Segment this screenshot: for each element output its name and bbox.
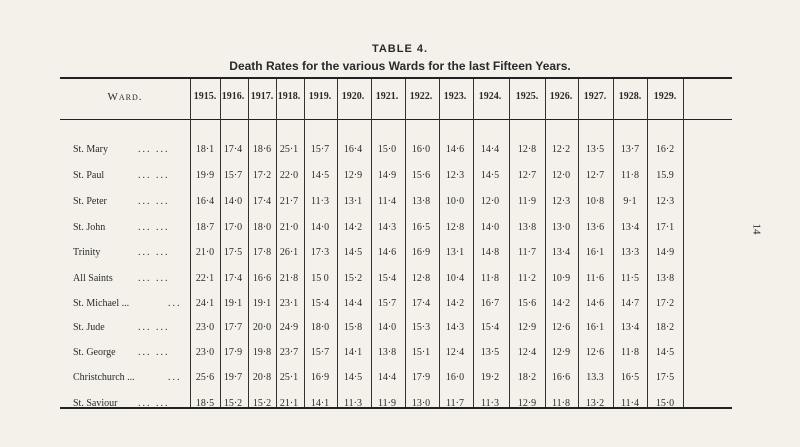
rate-cell: 14·5 xyxy=(343,372,363,383)
table-row xyxy=(0,196,800,220)
page-number: 14 xyxy=(750,223,763,235)
rate-cell: 11·8 xyxy=(621,347,639,358)
rate-cell: 12·4 xyxy=(517,347,537,358)
rate-cell: 16·6 xyxy=(252,273,272,284)
table-row xyxy=(0,144,800,168)
year-column-header: 1917. xyxy=(250,91,274,102)
rate-cell: 11·9 xyxy=(378,398,396,409)
table-row xyxy=(0,322,800,346)
rate-cell: 15·6 xyxy=(411,170,431,181)
rate-cell: 13·8 xyxy=(377,347,397,358)
rate-cell: 17·4 xyxy=(223,144,243,155)
rate-cell: 12·2 xyxy=(551,144,571,155)
rate-cell: 19·1 xyxy=(223,298,243,309)
leader-dots: ... xyxy=(168,372,182,383)
ward-name: Trinity xyxy=(73,247,101,258)
rate-cell: 18·2 xyxy=(655,322,675,333)
rate-cell: 12·9 xyxy=(551,347,571,358)
table-row xyxy=(0,347,800,371)
rate-cell: 16·1 xyxy=(585,247,605,258)
year-column-header: 1926. xyxy=(549,91,573,102)
year-column-header: 1919. xyxy=(308,91,332,102)
rate-cell: 13·6 xyxy=(585,222,605,233)
rate-cell: 14·4 xyxy=(343,298,363,309)
rate-cell: 15·3 xyxy=(411,322,431,333)
rate-cell: 11·3 xyxy=(481,398,499,409)
year-column-header: 1918. xyxy=(277,91,301,102)
rate-cell: 14·6 xyxy=(585,298,605,309)
rate-cell: 10·0 xyxy=(445,196,465,207)
ward-name: St. Saviour xyxy=(73,398,118,409)
rate-cell: 11·2 xyxy=(518,273,536,284)
rate-cell: 14·2 xyxy=(551,298,571,309)
table-label: TABLE 4. xyxy=(371,43,429,55)
rule-top xyxy=(60,77,732,79)
year-column-header: 1929. xyxy=(653,91,677,102)
rate-cell: 10·4 xyxy=(445,273,465,284)
rate-cell: 12·3 xyxy=(445,170,465,181)
rate-cell: 14·1 xyxy=(310,398,330,409)
rate-cell: 12·0 xyxy=(480,196,500,207)
rate-cell: 20·8 xyxy=(252,372,272,383)
rate-cell: 10·8 xyxy=(585,196,605,207)
leader-dots: ... ... xyxy=(138,247,170,258)
rate-cell: 19·1 xyxy=(252,298,272,309)
rate-cell: 18·7 xyxy=(195,222,215,233)
rule-header xyxy=(60,119,732,120)
rate-cell: 17·9 xyxy=(411,372,431,383)
rate-cell: 15·0 xyxy=(655,398,675,409)
rate-cell: 13·8 xyxy=(411,196,431,207)
rate-cell: 12·8 xyxy=(445,222,465,233)
rate-cell: 14·5 xyxy=(480,170,500,181)
rate-cell: 23·0 xyxy=(195,322,215,333)
rate-cell: 15·2 xyxy=(343,273,363,284)
leader-dots: ... ... xyxy=(138,273,170,284)
rate-cell: 12·7 xyxy=(517,170,537,181)
ward-name: St. John xyxy=(73,222,106,233)
rate-cell: 14·7 xyxy=(620,298,640,309)
rate-cell: 16·0 xyxy=(445,372,465,383)
rate-cell: 17·9 xyxy=(223,347,243,358)
rate-cell: 13·4 xyxy=(551,247,571,258)
rate-cell: 19·2 xyxy=(480,372,500,383)
rate-cell: 11·5 xyxy=(621,273,639,284)
rate-cell: 17·5 xyxy=(223,247,243,258)
table-row xyxy=(0,170,800,194)
rate-cell: 14·5 xyxy=(310,170,330,181)
rate-cell: 18·2 xyxy=(517,372,537,383)
rate-cell: 16·6 xyxy=(551,372,571,383)
year-column-header: 1923. xyxy=(443,91,467,102)
year-column-header: 1928. xyxy=(618,91,642,102)
rate-cell: 19·8 xyxy=(252,347,272,358)
rate-cell: 17·4 xyxy=(252,196,272,207)
rate-cell: 17·3 xyxy=(310,247,330,258)
rate-cell: 21·7 xyxy=(279,196,299,207)
rate-cell: 14·2 xyxy=(343,222,363,233)
ward-name: St. George xyxy=(73,347,116,358)
rate-cell: 15.9 xyxy=(656,170,674,181)
rate-cell: 14·9 xyxy=(377,170,397,181)
rate-cell: 17·2 xyxy=(655,298,675,309)
rate-cell: 12·4 xyxy=(445,347,465,358)
rate-cell: 18·0 xyxy=(310,322,330,333)
rate-cell: 14·6 xyxy=(377,247,397,258)
rate-cell: 15·1 xyxy=(411,347,431,358)
rate-cell: 15·7 xyxy=(377,298,397,309)
rate-cell: 23·1 xyxy=(279,298,299,309)
rate-cell: 14·3 xyxy=(445,322,465,333)
rate-cell: 13·1 xyxy=(343,196,363,207)
rate-cell: 13·5 xyxy=(585,144,605,155)
rate-cell: 21·8 xyxy=(279,273,299,284)
rate-cell: 15·4 xyxy=(480,322,500,333)
rate-cell: 19·9 xyxy=(195,170,215,181)
rate-cell: 11·8 xyxy=(552,398,570,409)
rate-cell: 13·2 xyxy=(585,398,605,409)
rate-cell: 13·5 xyxy=(480,347,500,358)
rate-cell: 11·6 xyxy=(586,273,604,284)
rate-cell: 15·0 xyxy=(377,144,397,155)
rate-cell: 20·0 xyxy=(252,322,272,333)
rate-cell: 16·4 xyxy=(343,144,363,155)
year-column-header: 1927. xyxy=(583,91,607,102)
year-column-header: 1924. xyxy=(478,91,502,102)
rate-cell: 25·6 xyxy=(195,372,215,383)
rate-cell: 13·7 xyxy=(620,144,640,155)
rate-cell: 13·3 xyxy=(620,247,640,258)
leader-dots: ... ... xyxy=(138,322,170,333)
year-column-header: 1921. xyxy=(375,91,399,102)
rate-cell: 14·0 xyxy=(480,222,500,233)
rate-cell: 12·8 xyxy=(411,273,431,284)
rate-cell: 16·9 xyxy=(411,247,431,258)
rate-cell: 17·5 xyxy=(655,372,675,383)
rate-cell: 13·4 xyxy=(620,222,640,233)
rate-cell: 14·5 xyxy=(655,347,675,358)
leader-dots: ... ... xyxy=(138,196,170,207)
table-row xyxy=(0,273,800,297)
ward-column-header: Ward. xyxy=(107,91,143,103)
rate-cell: 12·6 xyxy=(551,322,571,333)
rate-cell: 13·8 xyxy=(517,222,537,233)
year-column-header: 1922. xyxy=(409,91,433,102)
rate-cell: 11·7 xyxy=(518,247,536,258)
rate-cell: 10·9 xyxy=(551,273,571,284)
rate-cell: 21·0 xyxy=(279,222,299,233)
ward-name: Christchurch ... xyxy=(73,372,135,383)
rate-cell: 17·4 xyxy=(411,298,431,309)
rate-cell: 21·1 xyxy=(279,398,299,409)
rate-cell: 23·7 xyxy=(279,347,299,358)
rate-cell: 12·6 xyxy=(585,347,605,358)
rate-cell: 16·1 xyxy=(585,322,605,333)
rate-cell: 17·2 xyxy=(252,170,272,181)
rate-cell: 24·9 xyxy=(279,322,299,333)
rate-cell: 11·3 xyxy=(344,398,362,409)
rate-cell: 17·1 xyxy=(655,222,675,233)
year-column-header: 1915. xyxy=(193,91,217,102)
rate-cell: 13·0 xyxy=(411,398,431,409)
rate-cell: 12·9 xyxy=(517,322,537,333)
rate-cell: 11·4 xyxy=(621,398,639,409)
year-column-header: 1920. xyxy=(341,91,365,102)
ward-name: All Saints xyxy=(73,273,113,284)
rate-cell: 12·0 xyxy=(551,170,571,181)
rate-cell: 25·1 xyxy=(279,372,299,383)
rate-cell: 13·8 xyxy=(655,273,675,284)
rate-cell: 14·0 xyxy=(377,322,397,333)
table-title: Death Rates for the various Wards for the last Fifteen Years. xyxy=(229,59,571,73)
rate-cell: 12·9 xyxy=(517,398,537,409)
rate-cell: 14·5 xyxy=(343,247,363,258)
ward-name: St. Mary xyxy=(73,144,108,155)
rate-cell: 14·0 xyxy=(223,196,243,207)
rate-cell: 17·0 xyxy=(223,222,243,233)
rate-cell: 15·4 xyxy=(310,298,330,309)
rate-cell: 16·4 xyxy=(195,196,215,207)
year-column-header: 1925. xyxy=(515,91,539,102)
rate-cell: 12·3 xyxy=(551,196,571,207)
rate-cell: 14·3 xyxy=(377,222,397,233)
ward-name: St. Michael ... xyxy=(73,298,130,309)
rate-cell: 13·4 xyxy=(620,322,640,333)
rate-cell: 14·6 xyxy=(445,144,465,155)
rate-cell: 11·9 xyxy=(518,196,536,207)
rate-cell: 22·1 xyxy=(195,273,215,284)
leader-dots: ... ... xyxy=(138,347,170,358)
rate-cell: 23·0 xyxy=(195,347,215,358)
rate-cell: 22·0 xyxy=(279,170,299,181)
leader-dots: ... ... xyxy=(138,398,170,409)
rate-cell: 9·1 xyxy=(623,196,637,207)
rate-cell: 16·7 xyxy=(480,298,500,309)
table-row xyxy=(0,298,800,322)
rate-cell: 15·4 xyxy=(377,273,397,284)
rate-cell: 18·0 xyxy=(252,222,272,233)
rate-cell: 17·8 xyxy=(252,247,272,258)
rate-cell: 25·1 xyxy=(279,144,299,155)
rate-cell: 18·6 xyxy=(252,144,272,155)
rate-cell: 14·0 xyxy=(310,222,330,233)
rate-cell: 11·4 xyxy=(378,196,396,207)
rate-cell: 15·7 xyxy=(223,170,243,181)
rate-cell: 16·5 xyxy=(411,222,431,233)
leader-dots: ... ... xyxy=(138,170,170,181)
leader-dots: ... ... xyxy=(138,144,170,155)
rate-cell: 15 0 xyxy=(311,273,329,284)
rate-cell: 18·5 xyxy=(195,398,215,409)
rate-cell: 16·9 xyxy=(310,372,330,383)
rate-cell: 15·7 xyxy=(310,347,330,358)
year-column-header: 1916. xyxy=(221,91,245,102)
leader-dots: ... xyxy=(168,298,182,309)
rate-cell: 15·6 xyxy=(517,298,537,309)
rate-cell: 14·4 xyxy=(377,372,397,383)
rate-cell: 18·1 xyxy=(195,144,215,155)
rate-cell: 16·2 xyxy=(655,144,675,155)
rate-cell: 26·1 xyxy=(279,247,299,258)
rate-cell: 14·9 xyxy=(655,247,675,258)
leader-dots: ... ... xyxy=(138,222,170,233)
rate-cell: 12·8 xyxy=(517,144,537,155)
rate-cell: 11·3 xyxy=(311,196,329,207)
rate-cell: 15·2 xyxy=(223,398,243,409)
rate-cell: 12·3 xyxy=(655,196,675,207)
rate-cell: 15·7 xyxy=(310,144,330,155)
table-row xyxy=(0,222,800,246)
rate-cell: 14·4 xyxy=(480,144,500,155)
rate-cell: 11·8 xyxy=(621,170,639,181)
rate-cell: 16·5 xyxy=(620,372,640,383)
rate-cell: 13.3 xyxy=(586,372,604,383)
rate-cell: 17·7 xyxy=(223,322,243,333)
rate-cell: 17·4 xyxy=(223,273,243,284)
rate-cell: 24·1 xyxy=(195,298,215,309)
table-row xyxy=(0,247,800,271)
rate-cell: 16·0 xyxy=(411,144,431,155)
rate-cell: 14·8 xyxy=(480,247,500,258)
rate-cell: 12·9 xyxy=(343,170,363,181)
rate-cell: 11·8 xyxy=(481,273,499,284)
rate-cell: 12·7 xyxy=(585,170,605,181)
rate-cell: 14·1 xyxy=(343,347,363,358)
ward-name: St. Paul xyxy=(73,170,105,181)
rate-cell: 15·2 xyxy=(252,398,272,409)
ward-name: St. Peter xyxy=(73,196,107,207)
rate-cell: 21·0 xyxy=(195,247,215,258)
ward-name: St. Jude xyxy=(73,322,105,333)
rate-cell: 11·7 xyxy=(446,398,464,409)
table-row xyxy=(0,398,800,422)
rate-cell: 13·0 xyxy=(551,222,571,233)
rate-cell: 13·1 xyxy=(445,247,465,258)
table-row xyxy=(0,372,800,396)
rate-cell: 19·7 xyxy=(223,372,243,383)
rate-cell: 15·8 xyxy=(343,322,363,333)
rate-cell: 14·2 xyxy=(445,298,465,309)
